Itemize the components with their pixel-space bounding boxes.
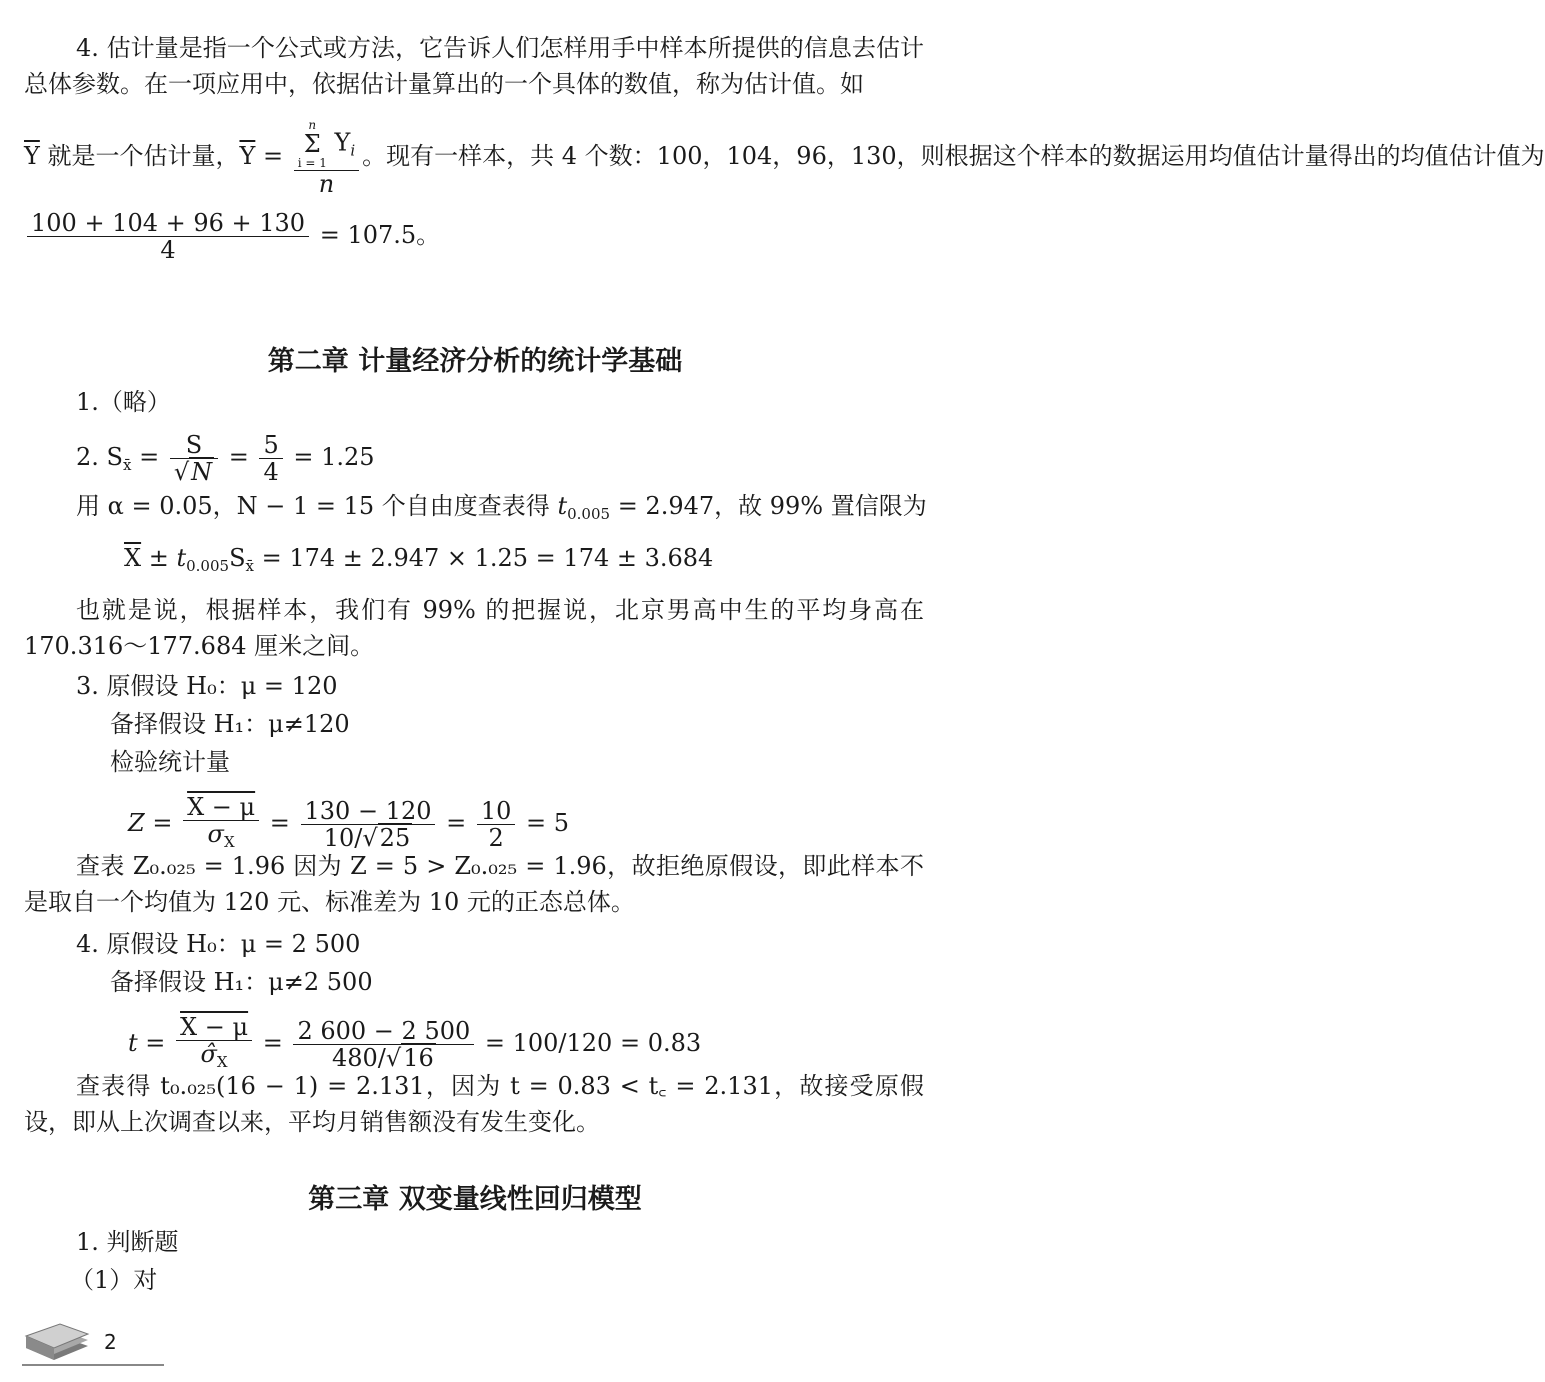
chapter-2-title: 第二章 计量经济分析的统计学基础 bbox=[267, 346, 683, 377]
books-icon bbox=[22, 1318, 92, 1364]
ch2-q3-h0: 3. 原假设 H₀：μ = 120 bbox=[76, 672, 338, 700]
mean-estimate-line: $\frac{100 + 104 + 96 + 130}{4}$ = 107.5。 bbox=[24, 210, 440, 263]
ch2-q4-h0: 4. 原假设 H₀：μ = 2 500 bbox=[76, 930, 361, 958]
ch2-q1: 1.（略） bbox=[76, 388, 171, 416]
mean-estimate-fraction: $\frac{100 + 104 + 96 + 130}{4}$ bbox=[27, 210, 309, 263]
ch2-q2-confidence-formula: $\overline{X} \pm t_{0.005}S_{x̄} = 174 \pm 2.947 \times 1.25 = 174 \pm 3.684$ bbox=[124, 544, 714, 575]
sum-symbol: Σ bbox=[303, 130, 321, 158]
ch3-q1: 1. 判断题 bbox=[76, 1228, 179, 1256]
page-footer bbox=[22, 1318, 164, 1368]
mean-fraction: n Σ i = 1 $Y_i$ n bbox=[294, 118, 359, 197]
page-number: 2 bbox=[104, 1330, 117, 1354]
ch2-q3-conclusion: 查表 Z₀.₀₂₅ = 1.96 因为 Z = 5 > Z₀.₀₂₅ = 1.96，故拒绝原假设，即此样本不是取自一个均值为 120 元、标准差为 10 元的正态总体。 bbox=[24, 852, 924, 916]
chapter-3-title: 第三章 双变量线性回归模型 bbox=[308, 1184, 642, 1215]
footer-rule bbox=[22, 1364, 164, 1366]
ch2-q2-formula: 2. $S_{x̄}$ = $\frac{S}{√N}$ = $\frac{5}{4}$ = 1.25 bbox=[76, 431, 375, 486]
ch2-q2-line2: 用 α = 0.05，N − 1 = 15 个自由度查表得 $t_{0.005} = 2.947$，故 99% 置信限为 bbox=[76, 492, 927, 523]
ch2-q4-h1: 备择假设 H₁：μ≠2 500 bbox=[110, 968, 373, 996]
ch2-q3-statistic-label: 检验统计量 bbox=[110, 748, 230, 776]
para-estimator-intro: 4. 估计量是指一个公式或方法，它告诉人们怎样用手中样本所提供的信息去估计总体参数。在一项应用中，依据估计量算出的一个具体的数值，称为估计值。如 bbox=[24, 34, 924, 98]
estimator-formula-line: $\overline{Y}$ 就是一个估计量，$\overline{Y}$ = n Σ i = 1 $Y_i$ n 。现有一样本，共 4 个数：100，104，96，130，则根据这个样本的数据运用均值估计量得出的均值估计值为 bbox=[24, 118, 1545, 198]
ch2-q4-conclusion: 查表得 t₀.₀₂₅(16 − 1) = 2.131，因为 t = 0.83 < t꜀ = 2.131，故接受原假设，即从上次调查以来，平均月销售额没有发生变化。 bbox=[24, 1072, 924, 1136]
ch2-q2-conclusion: 也就是说，根据样本，我们有 99% 的把握说，北京男高中生的平均身高在 170.316～177.684 厘米之间。 bbox=[24, 596, 924, 660]
ch2-q4-t-formula: t = $\frac{X - \mu}{\sigmâ_X}$ = $\frac{2 600 - 2 500}{480/√16}$ = 100/120 = 0.83 bbox=[128, 1013, 702, 1072]
ch2-q3-z-formula: Z = $\frac{X - \mu}{\sigma_X}$ = $\frac{130 - 120}{10/√25}$ = $\frac{10}{2}$ = 5 bbox=[128, 793, 570, 852]
ybar-symbol: $\overline{Y}$ bbox=[24, 142, 40, 170]
ch3-item-1: （1）对 bbox=[70, 1266, 158, 1294]
ch2-q3-h1: 备择假设 H₁：μ≠120 bbox=[110, 710, 350, 738]
